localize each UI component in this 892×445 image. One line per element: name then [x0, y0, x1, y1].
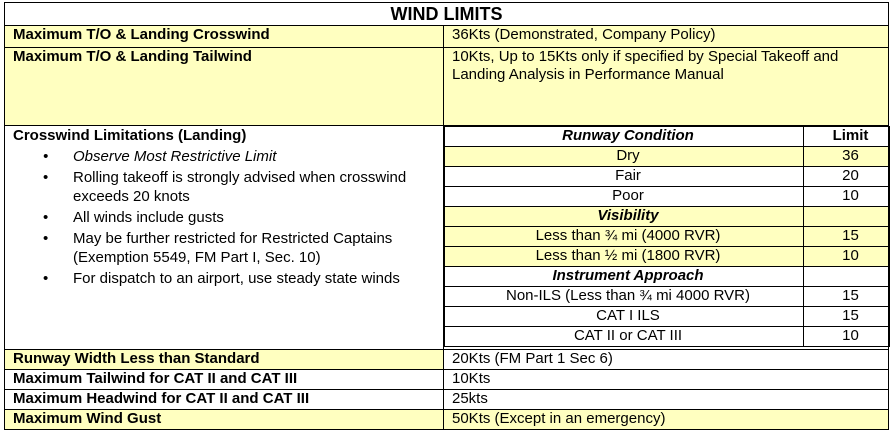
table-row — [445, 167, 890, 187]
limit-cell: 10 — [804, 187, 890, 207]
max-crosswind-value: 36Kts (Demonstrated, Company Policy) — [444, 26, 889, 48]
approach-limit-blank — [804, 267, 890, 287]
cat2-tailwind-value: 10Kts — [444, 370, 889, 390]
wind-limits-table — [4, 2, 889, 430]
list-item: • Observe Most Restrictive Limit — [35, 147, 443, 166]
table-title: WIND LIMITS — [5, 3, 889, 26]
runway-condition-header: Runway Condition — [445, 127, 804, 147]
limit-cell: 10 — [804, 327, 890, 347]
crosswind-limitations-label: Crosswind Limitations (Landing) — [13, 127, 247, 144]
runway-width-label: Runway Width Less than Standard — [5, 350, 444, 370]
visibility-limit-blank — [804, 207, 890, 227]
table-row — [445, 307, 890, 327]
runway-width-value: 20Kts (FM Part 1 Sec 6) — [444, 350, 889, 370]
visibility-header: Visibility — [445, 207, 804, 227]
crosswind-limitations-cell — [5, 126, 444, 350]
condition-cell: Dry — [445, 147, 804, 167]
crosswind-limit-grid-cell — [444, 126, 889, 350]
list-item: • May be further restricted for Restricted Captains (Exemption 5549, FM Part I, Sec. 10) — [35, 229, 443, 267]
limit-cell: 20 — [804, 167, 890, 187]
list-item: • Rolling takeoff is strongly advised when crosswind exceeds 20 knots — [35, 168, 443, 206]
limit-cell: 36 — [804, 147, 890, 167]
cat2-headwind-value: 25kts — [444, 390, 889, 410]
table-row — [445, 287, 890, 307]
max-crosswind-label: Maximum T/O & Landing Crosswind — [5, 26, 444, 48]
limit-cell: 15 — [804, 307, 890, 327]
table-row — [445, 327, 890, 347]
table-row — [445, 147, 890, 167]
approach-header: Instrument Approach — [445, 267, 804, 287]
list-item: • For dispatch to an airport, use steady state winds — [35, 269, 443, 288]
max-tailwind-label: Maximum T/O & Landing Tailwind — [5, 48, 444, 126]
table-row — [445, 187, 890, 207]
limit-cell: 10 — [804, 247, 890, 267]
crosswind-notes-list — [13, 147, 443, 288]
condition-cell: Less than ½ mi (1800 RVR) — [445, 247, 804, 267]
limit-cell: 15 — [804, 287, 890, 307]
condition-cell: CAT II or CAT III — [445, 327, 804, 347]
condition-cell: CAT I ILS — [445, 307, 804, 327]
cat2-headwind-label: Maximum Headwind for CAT II and CAT III — [5, 390, 444, 410]
crosswind-limit-grid — [444, 126, 890, 347]
max-gust-value: 50Kts (Except in an emergency) — [444, 410, 889, 430]
max-gust-label: Maximum Wind Gust — [5, 410, 444, 430]
cat2-tailwind-label: Maximum Tailwind for CAT II and CAT III — [5, 370, 444, 390]
condition-cell: Non-ILS (Less than ¾ mi 4000 RVR) — [445, 287, 804, 307]
condition-cell: Fair — [445, 167, 804, 187]
list-item: • All winds include gusts — [35, 208, 443, 227]
condition-cell: Poor — [445, 187, 804, 207]
condition-cell: Less than ¾ mi (4000 RVR) — [445, 227, 804, 247]
table-row — [445, 247, 890, 267]
limit-cell: 15 — [804, 227, 890, 247]
limit-header: Limit — [804, 127, 890, 147]
max-tailwind-value: 10Kts, Up to 15Kts only if specified by Special Takeoff and Landing Analysis in Performance Manual — [444, 48, 889, 126]
table-row — [445, 227, 890, 247]
